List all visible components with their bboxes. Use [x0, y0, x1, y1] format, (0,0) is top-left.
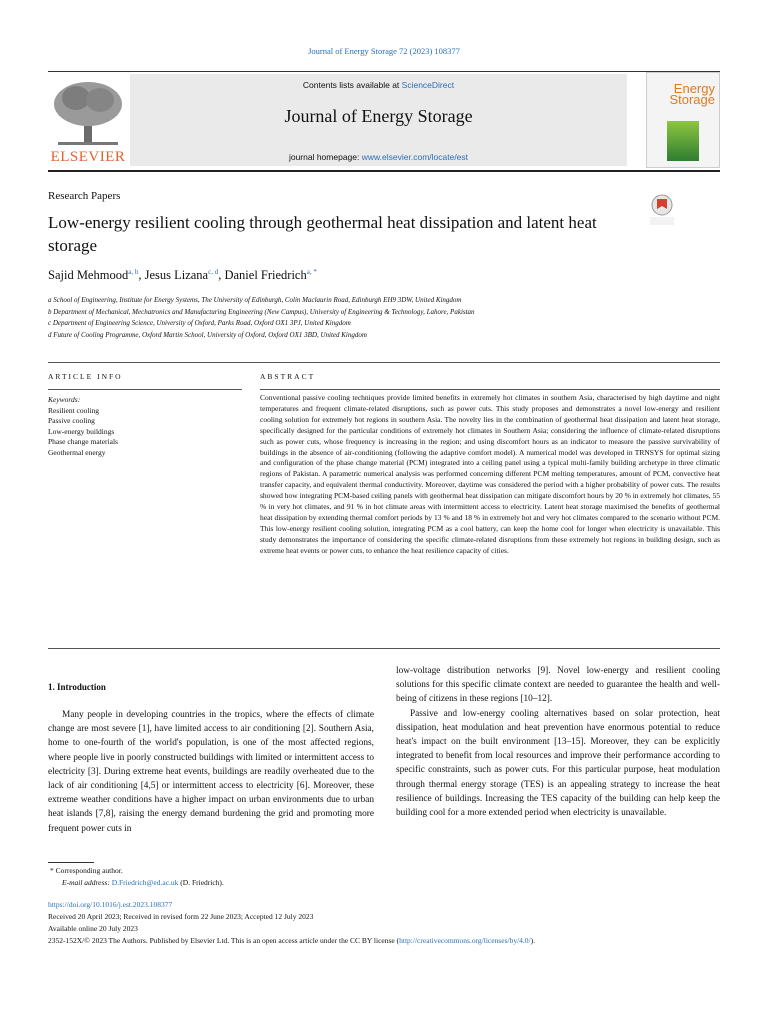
- sciencedirect-link[interactable]: ScienceDirect: [401, 80, 455, 90]
- body-column-right: [396, 664, 720, 820]
- keyword: Low-energy buildings: [48, 426, 115, 436]
- email-label: E-mail address:: [62, 878, 112, 887]
- contents-prefix: Contents lists available at: [302, 80, 402, 90]
- body-paragraph: Passive and low-energy cooling alternatives based on solar protection, heat dissipation, heat modulation and heat prevention have enormous potential to reduce heat's impact on the built environment [13–15]. Moreover, they can be explicitly integrated to benefit from local resources and improve their performance according to specific constraints, such as power cuts. For this particular purpose, heat modulation through thermal energy storage (TES) is an appealing strategy to increase the heat resilience of buildings. Increasing the TES capacity of the building can help keep the building cool for a more extended period when electricity is unavailable.: [396, 708, 720, 819]
- article-info-rule: [48, 389, 242, 390]
- author-name[interactable]: Daniel Friedrich: [224, 268, 307, 283]
- homepage-prefix: journal homepage:: [288, 152, 362, 162]
- affiliation: b Department of Mechanical, Mechatronics and Manufacturing Engineering (New Campus), University of Engineering & Technology, Lahore, Pakistan: [48, 307, 475, 316]
- keywords-label: Keywords:: [48, 395, 81, 404]
- journal-cover-thumbnail[interactable]: [646, 72, 720, 168]
- paper-title: Low-energy resilient cooling through geothermal heat dissipation and latent heat storage: [48, 213, 597, 255]
- elsevier-wordmark: ELSEVIER: [50, 149, 126, 165]
- article-info-heading: ARTICLE INFO: [48, 372, 123, 381]
- top-rule: [48, 71, 720, 72]
- corresponding-author-note: * Corresponding author.: [50, 866, 123, 875]
- email-footnote: [62, 878, 224, 887]
- footnote-rule: [48, 862, 94, 863]
- cover-image: [667, 121, 699, 161]
- journal-homepage: [130, 152, 627, 162]
- abstract-rule: [260, 389, 720, 390]
- journal-title: Journal of Energy Storage: [284, 106, 473, 126]
- check-for-updates-badge[interactable]: [648, 194, 676, 226]
- author-list: Sajid Mehmood$^{a, b}$, Jesus Lizana$^{c, d}$, Daniel Friedrich$^{a, *}$: [48, 268, 317, 283]
- doi-link[interactable]: https://doi.org/10.1016/j.est.2023.108377: [48, 900, 173, 909]
- cover-title: [669, 83, 715, 105]
- license-end: ).: [530, 936, 536, 945]
- keywords-block: [48, 395, 242, 458]
- abstract-text: Conventional passive cooling techniques provide limited benefits in extremely hot climates in southern Asia, characterised by high daytime and night temperatures and frequent climate-related disruptions, such as power cuts. This study proposes and demonstrates a novel low-energy and resilient cooling solution for extremely hot regions in southern Asia. The novelty lies in the combination of geothermal heat dissipation and latent heat storage, specifically designed for the particular conditions of extremely hot climates in Southern Asia; considering the influence of climate-related disruptions such as power cuts, whose frequency is increasing in the region; and using discomfort hours as an indicator to measure the passive survivability of buildings in the absence of air-conditioning (following the adaptive comfort model). A numerical model was developed in TRNSYS for optimal sizing and configuration of the phase change material (PCM) integrated into a ceiling panel using a typical multi-family building archetype in three climatic regions of Pakistan. A parametric numerical analysis was performed concerning different PCM melting temperatures, amount of PCM, convective heat transfer capacity, and equivalent thermal conductivity. Moreover, daytime was considered the period with a higher probability of power cuts. The results showed how integrating PCM-based ceiling panels with geothermal heat dissipation can mitigate discomfort hours by 20 % in extremely hot climates, 55 % in very hot climates, and 91 % in hot climate areas with intermittent access to electricity. Latent heat storage maximised the benefits of geothermal heat dissipation by extending thermal comfort periods by 13 % and 18 % in extremely hot and very hot climates compared to the scenario without PCM. This low-energy resilient cooling solution, integrating PCM as a cool battery, can keep the home cool for longer when electricity is unavailable. This study demonstrates the importance of considering the specific climate-related disruptions from these extremely hot regions in building design, such as extreme heat events or power cuts, to enhance the heat resilience capacity of cities.: [260, 393, 720, 555]
- article-section-type: Research Papers: [48, 190, 121, 202]
- email-suffix: (D. Friedrich).: [178, 878, 224, 887]
- author-name[interactable]: Jesus Lizana: [144, 268, 209, 283]
- affiliation: a School of Engineering, Institute for Energy Systems, The University of Edinburgh, Colin Maclaurin Road, Edinburgh EH9 3DW, United Kingdom: [48, 296, 462, 304]
- section-heading-introduction: 1. Introduction: [48, 682, 106, 692]
- cover-title-line-1: Energy: [673, 81, 715, 96]
- license-statement: [48, 936, 535, 945]
- keyword: Passive cooling: [48, 416, 95, 425]
- keyword: Resilient cooling: [48, 405, 100, 415]
- email-link[interactable]: D.Friedrich@ed.ac.uk: [111, 878, 179, 887]
- affiliation-list: [48, 295, 728, 341]
- author-affiliation-marks[interactable]: a, *: [306, 268, 317, 276]
- license-text: 2352-152X/© 2023 The Authors. Published by Elsevier Ltd. This is an open access article under the CC BY license (: [48, 936, 400, 945]
- author-name[interactable]: Sajid Mehmood: [48, 268, 129, 283]
- keyword: Geothermal energy: [48, 447, 106, 457]
- homepage-link[interactable]: www.elsevier.com/locate/est: [361, 152, 469, 162]
- available-online-date: Available online 20 July 2023: [48, 924, 138, 933]
- abstract-heading: ABSTRACT: [260, 372, 316, 381]
- body-column-left: [48, 708, 374, 836]
- header-thick-rule: [48, 170, 720, 172]
- journal-citation[interactable]: Journal of Energy Storage 72 (2023) 108377: [308, 46, 460, 56]
- cover-title-line-2: Storage: [669, 92, 715, 107]
- contents-line: [130, 80, 627, 90]
- affiliation: c Department of Engineering Science, University of Oxford, Parks Road, Oxford OX1 3PJ, United Kingdom: [48, 319, 351, 327]
- body-paragraph: Many people in developing countries in the tropics, where the effects of climate change are most severe [1], have limited access to air conditioning [2]. Southern Asia, home to one-fourth of the world's population, is one of the most affected regions, where people live in poorly constructed buildings with limited or intermittent access to electricity [3]. During extreme heat events, buildings are readily overheated due to the lack of air conditioning [4,5] or intermittent access to electricity [6]. Moreover, these extreme weather conditions have a higher impact on urban environments due to urban heat islands [7,8], raising the energy demand burdening the grid and promoting more frequent power cuts in: [48, 710, 374, 834]
- license-link[interactable]: http://creativecommons.org/licenses/by/4.0/: [399, 936, 531, 945]
- abstract-end-rule: [48, 648, 720, 649]
- body-paragraph: low-voltage distribution networks [9]. Novel low-energy and resilient cooling solutions for this specific climate context are needed to guarantee the health and well-being of citizens in these regions [10–12].: [396, 666, 720, 705]
- keyword: Phase change materials: [48, 437, 118, 446]
- author-affiliation-marks[interactable]: c, d: [208, 268, 219, 276]
- received-dates: Received 20 April 2023; Received in revised form 22 June 2023; Accepted 12 July 2023: [48, 912, 314, 921]
- section-rule: [48, 362, 720, 363]
- check-for-updates-icon: [648, 194, 676, 226]
- author-affiliation-marks[interactable]: a, b: [128, 268, 139, 276]
- affiliation: d Future of Cooling Programme, Oxford Martin School, University of Oxford, Oxford OX1 3BD, United Kingdom: [48, 330, 367, 339]
